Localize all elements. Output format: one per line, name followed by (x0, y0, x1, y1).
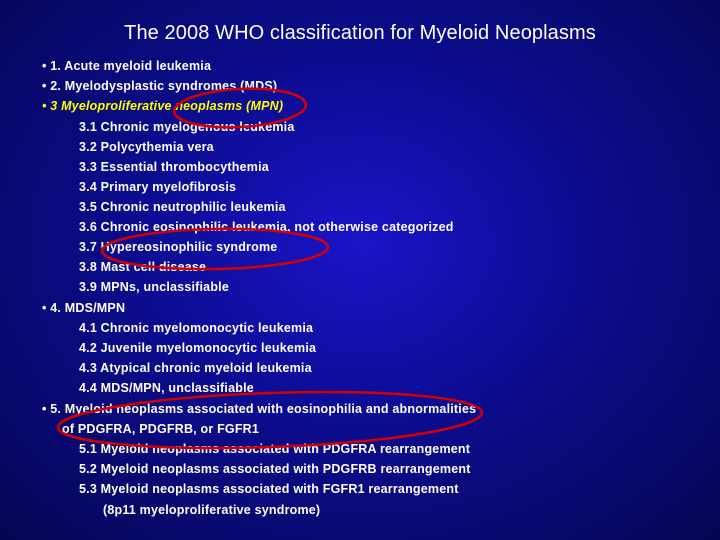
list-subitem-3-7: 3.7 Hypereosinophilic syndrome (79, 240, 278, 254)
list-subitem-5-3: 5.3 Myeloid neoplasms associated with FGFR1 rearrangement (79, 482, 459, 496)
list-subitem-3-4: 3.4 Primary myelofibrosis (79, 180, 237, 194)
list-subitem-5-2: 5.2 Myeloid neoplasms associated with PDGFRB rearrangement (79, 462, 471, 476)
list-subitem-3-9: 3.9 MPNs, unclassifiable (79, 280, 229, 294)
list-subitem-3-3: 3.3 Essential thrombocythemia (79, 160, 269, 174)
list-subitem-4-3: 4.3 Atypical chronic myeloid leukemia (79, 361, 312, 375)
list-subitem-5-1: 5.1 Myeloid neoplasms associated with PDGFRA rearrangement (79, 442, 471, 456)
list-subitem-3-6: 3.6 Chronic eosinophilic leukemia, not otherwise categorized (79, 220, 454, 234)
list-item-1: • 1. Acute myeloid leukemia (42, 59, 212, 73)
list-subitem-4-1: 4.1 Chronic myelomonocytic leukemia (79, 321, 314, 335)
list-subitem-4-2: 4.2 Juvenile myelomonocytic leukemia (79, 341, 317, 355)
list-subitem-5-3-note: (8p11 myeloproliferative syndrome) (103, 503, 321, 517)
list-item-5-continuation: of PDGFRA, PDGFRB, or FGFR1 (62, 422, 260, 436)
slide-title: The 2008 WHO classification for Myeloid Neoplasms (124, 22, 596, 44)
list-subitem-4-4: 4.4 MDS/MPN, unclassifiable (79, 381, 254, 395)
list-subitem-3-8: 3.8 Mast cell disease (79, 260, 207, 274)
list-subitem-3-5: 3.5 Chronic neutrophilic leukemia (79, 200, 286, 214)
list-subitem-3-1: 3.1 Chronic myelogenous leukemia (79, 120, 295, 134)
list-item-2: • 2. Myelodysplastic syndromes (MDS) (42, 79, 278, 93)
list-item-3-highlighted: • 3 Myeloproliferative neoplasms (MPN) (42, 99, 284, 113)
list-item-4: • 4. MDS/MPN (42, 301, 126, 315)
list-subitem-3-2: 3.2 Polycythemia vera (79, 140, 214, 154)
list-item-5: • 5. Myeloid neoplasms associated with eosinophilia and abnormalities (42, 402, 477, 416)
